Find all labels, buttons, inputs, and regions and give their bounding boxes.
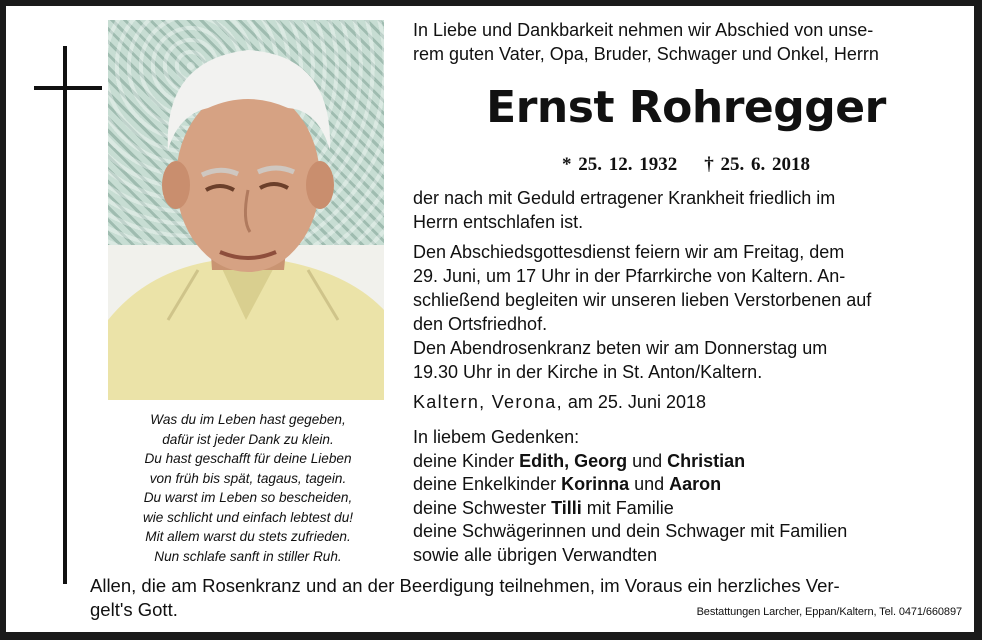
birth-date: * 25. 12. 1932 xyxy=(562,154,678,175)
intro-line: rem guten Vater, Opa, Bruder, Schwager und Onkel, Herrn xyxy=(413,44,879,64)
portrait-photo xyxy=(108,20,384,400)
mourners-sister: deine Schwester Tilli mit Familie xyxy=(413,497,674,518)
poem-line: Du warst im Leben so bescheiden, xyxy=(143,490,353,505)
paragraph-line: der nach mit Geduld ertragener Krankheit friedlich im xyxy=(413,188,836,208)
cross-vertical-bar xyxy=(63,46,67,584)
intro-text xyxy=(413,18,959,66)
mourners-children: deine Kinder Edith, Georg und Christian xyxy=(413,450,746,471)
poem-line: Mit allem warst du stets zufrieden. xyxy=(145,529,351,544)
mourners-list xyxy=(413,426,847,567)
deceased-name: Ernst Rohregger xyxy=(486,82,886,133)
paragraph-line: schließend begleiten wir unseren lieben Verstorbenen auf xyxy=(413,290,872,310)
intro-line: In Liebe und Dankbarkeit nehmen wir Abschied von unse- xyxy=(413,20,874,40)
rosary-paragraph xyxy=(413,336,959,384)
poem-line: Was du im Leben hast gegeben, xyxy=(150,412,346,427)
place-date xyxy=(413,392,706,413)
funeral-service-paragraph xyxy=(413,240,959,336)
life-dates xyxy=(413,154,959,176)
paragraph-line: 19.30 Uhr in der Kirche in St. Anton/Kaltern. xyxy=(413,362,763,382)
place-names: Kaltern, Verona, xyxy=(413,392,563,412)
passing-paragraph xyxy=(413,186,959,234)
poem-line: wie schlicht und einfach lebtest du! xyxy=(142,509,354,525)
mourners-relatives: sowie alle übrigen Verwandten xyxy=(413,544,658,565)
face-shape xyxy=(176,88,320,272)
notice-date: am 25. Juni 2018 xyxy=(567,392,706,412)
ear-left xyxy=(162,161,190,209)
paragraph-line: Den Abendrosenkranz beten wir am Donnerstag um xyxy=(413,338,828,358)
poem-line: von früh bis spät, tagaus, tagein. xyxy=(149,470,347,486)
paragraph-line: Herrn entschlafen ist. xyxy=(413,212,584,232)
poem-line: Nun schlafe sanft in stiller Ruh. xyxy=(154,548,342,564)
portrait-figure xyxy=(108,20,384,400)
paragraph-line: den Ortsfriedhof. xyxy=(413,314,548,334)
paragraph-line: Den Abschiedsgottesdienst feiern wir am Freitag, dem xyxy=(413,242,845,262)
mourners-inlaws: deine Schwägerinnen und dein Schwager mit Familien xyxy=(413,521,848,541)
paragraph-line: 29. Juni, um 17 Uhr in der Pfarrkirche von Kaltern. An- xyxy=(413,266,846,286)
poem-line: Du hast geschafft für deine Lieben xyxy=(144,451,352,466)
death-date: † 25. 6. 2018 xyxy=(704,154,810,175)
obituary-card xyxy=(6,6,974,632)
poem-line: dafür ist jeder Dank zu klein. xyxy=(162,431,334,447)
cross-horizontal-bar xyxy=(34,86,102,90)
mourners-grandchildren: deine Enkelkinder Korinna und Aaron xyxy=(413,474,722,494)
ear-right xyxy=(306,161,334,209)
thanks-line: gelt's Gott. xyxy=(90,599,178,620)
mourners-heading: In liebem Gedenken: xyxy=(413,427,580,447)
thanks-line: Allen, die am Rosenkranz und an der Beerdigung teilnehmen, im Voraus ein herzliches Ver- xyxy=(90,575,840,596)
poem xyxy=(110,410,386,566)
undertaker-info: Bestattungen Larcher, Eppan/Kaltern, Tel. 0471/660897 xyxy=(696,606,962,618)
